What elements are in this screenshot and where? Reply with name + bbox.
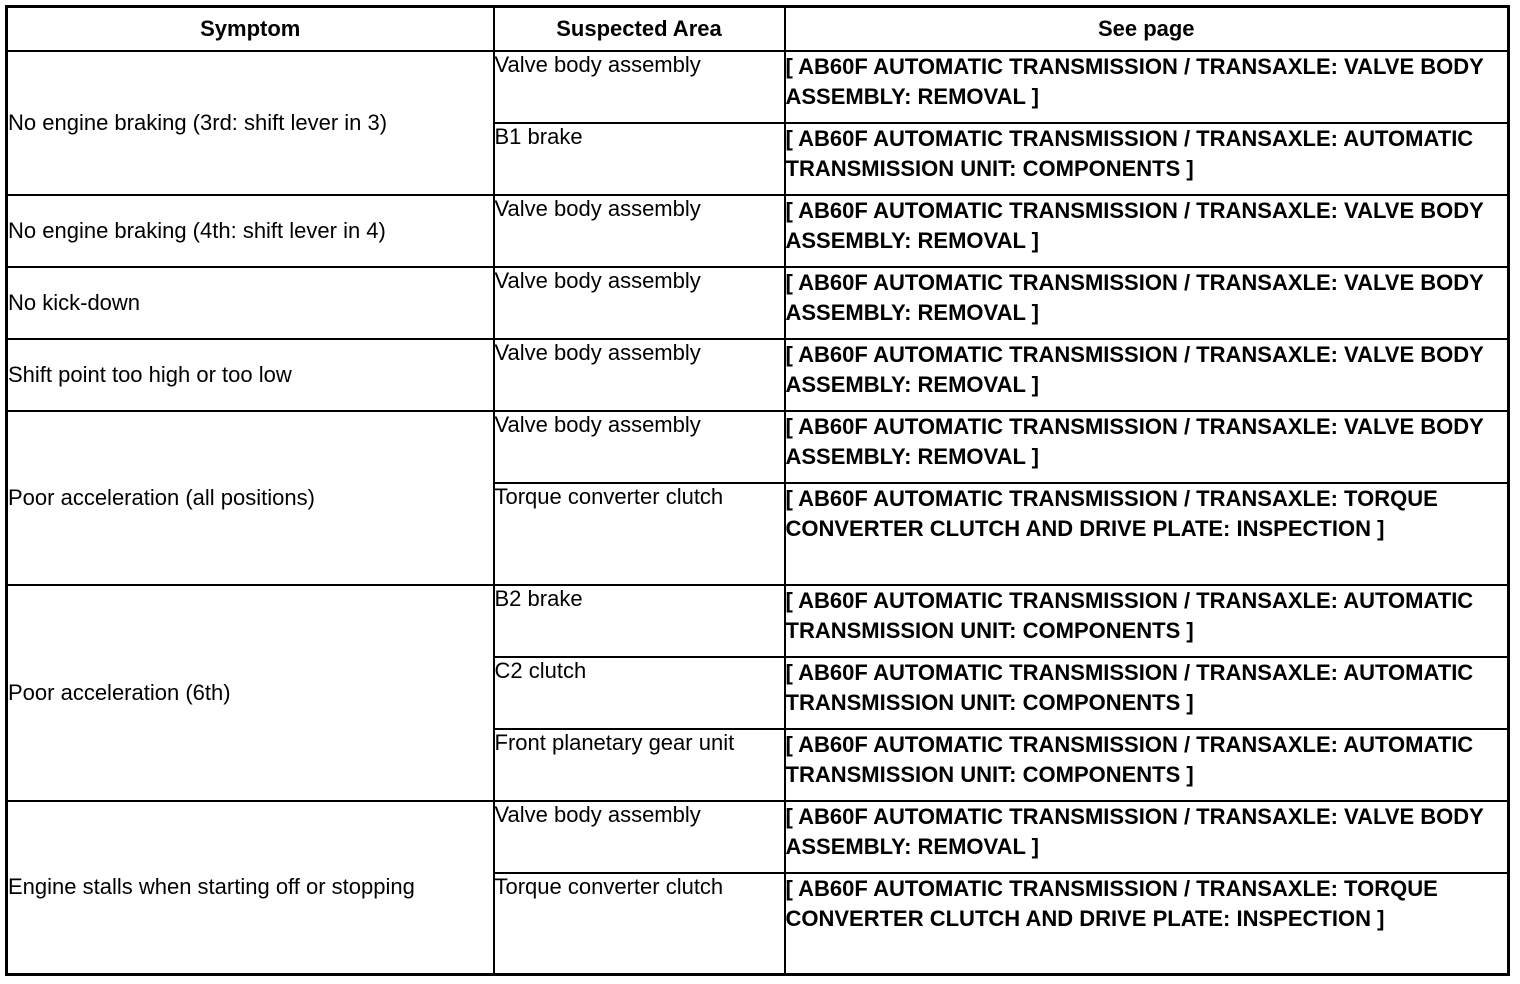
see-page-cell: [785, 195, 1509, 267]
see-page-link[interactable]: [ AB60F AUTOMATIC TRANSMISSION / TRANSAXLE: AUTOMATIC TRANSMISSION UNIT: COMPONENTS ]: [785, 587, 1474, 643]
symptom-cell: No engine braking (4th: shift lever in 4): [7, 195, 494, 267]
see-page-cell: [785, 123, 1509, 195]
see-page-link[interactable]: [ AB60F AUTOMATIC TRANSMISSION / TRANSAXLE: VALVE BODY ASSEMBLY: REMOVAL ]: [785, 413, 1484, 469]
suspected-area-cell: Valve body assembly: [494, 339, 785, 411]
symptom-cell: Poor acceleration (all positions): [7, 411, 494, 585]
table-row: [7, 801, 1509, 873]
symptom-cell: No kick-down: [7, 267, 494, 339]
suspected-area-cell: Valve body assembly: [494, 51, 785, 123]
see-page-link[interactable]: [ AB60F AUTOMATIC TRANSMISSION / TRANSAXLE: AUTOMATIC TRANSMISSION UNIT: COMPONENTS ]: [785, 659, 1474, 715]
see-page-cell: [785, 51, 1509, 123]
see-page-link[interactable]: [ AB60F AUTOMATIC TRANSMISSION / TRANSAXLE: VALVE BODY ASSEMBLY: REMOVAL ]: [785, 53, 1484, 109]
header-symptom: Symptom: [7, 7, 494, 51]
suspected-area-cell: C2 clutch: [494, 657, 785, 729]
table-row: [7, 585, 1509, 657]
see-page-link[interactable]: [ AB60F AUTOMATIC TRANSMISSION / TRANSAXLE: VALVE BODY ASSEMBLY: REMOVAL ]: [785, 197, 1484, 253]
header-suspected-area: Suspected Area: [494, 7, 785, 51]
see-page-cell: [785, 339, 1509, 411]
table-row: [7, 267, 1509, 339]
see-page-link[interactable]: [ AB60F AUTOMATIC TRANSMISSION / TRANSAXLE: VALVE BODY ASSEMBLY: REMOVAL ]: [785, 803, 1484, 859]
see-page-cell: [785, 657, 1509, 729]
see-page-cell: [785, 873, 1509, 975]
see-page-link[interactable]: [ AB60F AUTOMATIC TRANSMISSION / TRANSAXLE: AUTOMATIC TRANSMISSION UNIT: COMPONENTS ]: [785, 731, 1474, 787]
see-page-link[interactable]: [ AB60F AUTOMATIC TRANSMISSION / TRANSAXLE: VALVE BODY ASSEMBLY: REMOVAL ]: [785, 341, 1484, 397]
table-row: [7, 195, 1509, 267]
see-page-link[interactable]: [ AB60F AUTOMATIC TRANSMISSION / TRANSAXLE: TORQUE CONVERTER CLUTCH AND DRIVE PLATE: INSPECTION ]: [785, 485, 1438, 541]
table-row: [7, 411, 1509, 483]
suspected-area-cell: B1 brake: [494, 123, 785, 195]
suspected-area-cell: Valve body assembly: [494, 267, 785, 339]
symptom-table: [5, 5, 1510, 976]
suspected-area-cell: Torque converter clutch: [494, 483, 785, 585]
symptom-cell: Engine stalls when starting off or stopping: [7, 801, 494, 975]
symptom-cell: No engine braking (3rd: shift lever in 3): [7, 51, 494, 195]
see-page-cell: [785, 585, 1509, 657]
table-row: [7, 339, 1509, 411]
see-page-cell: [785, 483, 1509, 585]
symptom-cell: Shift point too high or too low: [7, 339, 494, 411]
see-page-cell: [785, 267, 1509, 339]
see-page-link[interactable]: [ AB60F AUTOMATIC TRANSMISSION / TRANSAXLE: VALVE BODY ASSEMBLY: REMOVAL ]: [785, 269, 1484, 325]
see-page-cell: [785, 411, 1509, 483]
suspected-area-cell: Front planetary gear unit: [494, 729, 785, 801]
suspected-area-cell: Valve body assembly: [494, 801, 785, 873]
symptom-cell: Poor acceleration (6th): [7, 585, 494, 801]
table-header-row: [7, 7, 1509, 51]
see-page-cell: [785, 729, 1509, 801]
suspected-area-cell: Torque converter clutch: [494, 873, 785, 975]
suspected-area-cell: Valve body assembly: [494, 411, 785, 483]
see-page-link[interactable]: [ AB60F AUTOMATIC TRANSMISSION / TRANSAXLE: AUTOMATIC TRANSMISSION UNIT: COMPONENTS ]: [785, 125, 1474, 181]
suspected-area-cell: B2 brake: [494, 585, 785, 657]
suspected-area-cell: Valve body assembly: [494, 195, 785, 267]
see-page-cell: [785, 801, 1509, 873]
header-see-page: See page: [785, 7, 1509, 51]
table-row: [7, 51, 1509, 123]
see-page-link[interactable]: [ AB60F AUTOMATIC TRANSMISSION / TRANSAXLE: TORQUE CONVERTER CLUTCH AND DRIVE PLATE: INSPECTION ]: [785, 875, 1438, 931]
